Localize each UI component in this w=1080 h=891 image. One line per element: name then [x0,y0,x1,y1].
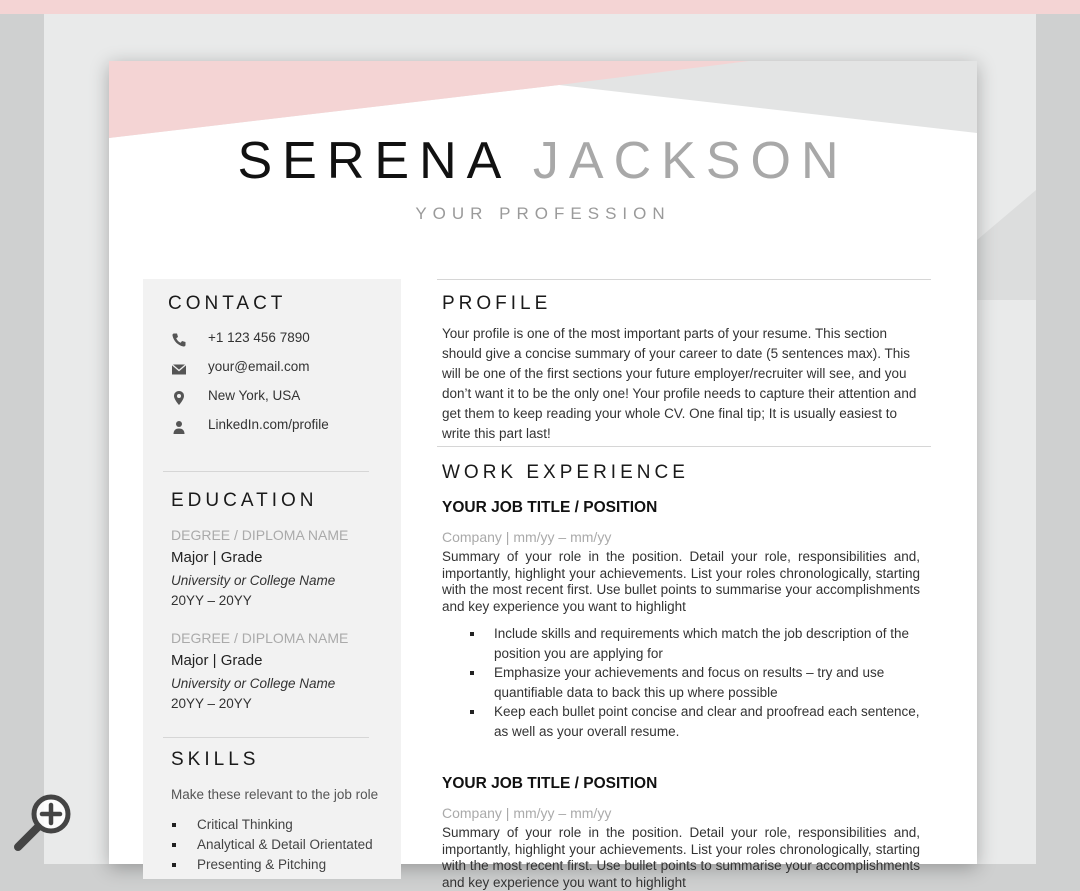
education-entry [171,524,391,610]
education-degree: DEGREE / DIPLOMA NAME [171,527,349,543]
list-item: Emphasize your achievements and focus on results – try and use quantifiable data to back this up where possible [442,663,920,702]
sidebar-divider [163,737,369,738]
education-school: University or College Name [171,676,336,691]
contact-linkedin-text: LinkedIn.com/profile [208,417,329,432]
job-title: YOUR JOB TITLE / POSITION [442,499,658,516]
section-divider [437,279,931,280]
list-item: Presenting & Pitching [171,855,373,875]
education-entry [171,627,391,713]
job-title: YOUR JOB TITLE / POSITION [442,775,658,792]
person-icon [171,419,187,435]
education-heading: EDUCATION [171,490,318,511]
resume-page [109,61,977,890]
education-major: Major | Grade [171,549,263,566]
education-years: 20YY – 20YY [171,593,252,608]
contact-email-text: your@email.com [208,359,310,374]
profile-text: Your profile is one of the most important parts of your resume. This section should give a concise summary of your career to date (5 sentences max). This will be one of the first sections your future employer/recruiter will see, and you don’t want it to be the only one! Your profile needs to capture their attention and get them to keep reading your whole CV. One final tip; It is usually easiest to write this part last! [442,326,917,441]
education-degree: DEGREE / DIPLOMA NAME [171,630,349,646]
skills-intro: Make these relevant to the job role [171,787,379,802]
last-name: JACKSON [532,132,849,190]
job-company-dates: Company | mm/yy – mm/yy [442,805,612,821]
contact-phone-text: +1 123 456 7890 [208,330,310,345]
sidebar-divider [163,471,369,472]
candidate-name [109,131,977,191]
education-major: Major | Grade [171,652,263,669]
first-name: SERENA [237,132,509,190]
job-summary: Summary of your role in the position. Detail your role, responsibilities and, importantly, highlight your achievements. List your roles chronologically, starting with the most recent first. Use bullet points to summarise your accomplishments and key experience you want to highlight [442,549,920,614]
education-years: 20YY – 20YY [171,696,252,711]
contact-location-text: New York, USA [208,388,301,403]
skills-list [171,815,373,875]
job-bullets [442,624,920,741]
sidebar [143,279,401,879]
job-entry [442,774,920,891]
job-company-dates: Company | mm/yy – mm/yy [442,529,612,545]
profession-title: YOUR PROFESSION [415,204,671,223]
zoom-in-icon[interactable] [10,792,76,856]
work-experience-heading: WORK EXPERIENCE [442,462,689,483]
list-item: Analytical & Detail Orientated [171,835,373,855]
contact-heading: CONTACT [168,293,287,314]
list-item: Include skills and requirements which match the job description of the position you are applying for [442,624,920,663]
profile-heading: PROFILE [442,293,552,314]
list-item: Keep each bullet point concise and clear and proofread each sentence, as well as your overall resume. [442,702,920,741]
phone-icon [171,332,187,348]
job-summary: Summary of your role in the position. Detail your role, responsibilities and, importantly, highlight your achievements. List your roles chronologically, starting with the most recent first. Use bullet points to summarise your accomplishments and key experience you want to highlight [442,825,920,890]
education-school: University or College Name [171,573,336,588]
skills-heading: SKILLS [171,749,260,770]
email-icon [171,361,187,377]
list-item: Critical Thinking [171,815,373,835]
section-divider [437,446,931,447]
job-entry [442,498,920,741]
location-icon [171,390,187,406]
